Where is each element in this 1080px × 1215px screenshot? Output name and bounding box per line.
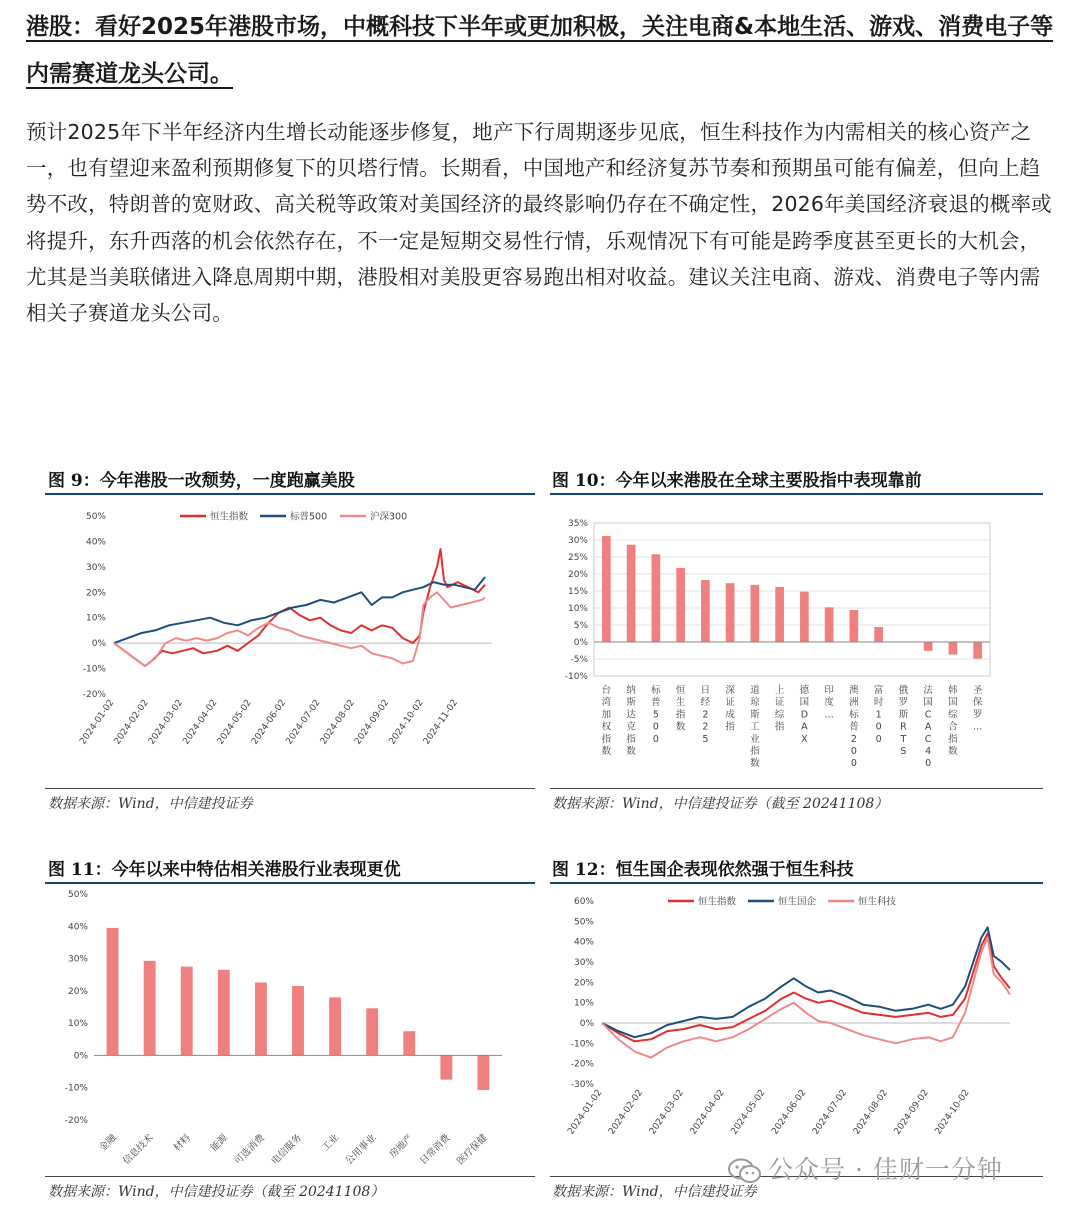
fig12-ytick-label: 50% <box>573 917 594 928</box>
fig11-category-label: 医疗保健 <box>454 1132 490 1168</box>
fig10-ytick-label: 20% <box>567 570 588 580</box>
fig10-category-label: 圣保罗… <box>972 685 983 733</box>
fig10-category-label: 韩国综合指数 <box>948 685 958 757</box>
fig10-category-label: 台湾加权指数 <box>601 685 612 757</box>
fig10-category-label: 德国 D A X <box>799 685 810 745</box>
fig11-category-label: 房地产 <box>387 1132 416 1161</box>
fig9-xtick-label: 2024-08-02 <box>318 697 358 747</box>
fig11-category-label: 金融 <box>97 1132 119 1154</box>
fig11-ytick-label: 40% <box>67 922 88 933</box>
fig12-xtick-label: 2024-05-02 <box>729 1087 768 1137</box>
fig10-category-label: 纳斯达克指数 <box>626 685 636 757</box>
fig9-chart <box>40 498 540 783</box>
fig11-bar <box>292 986 304 1055</box>
fig9-ytick-label: 20% <box>85 588 106 599</box>
fig9-legend-label: 恒生指数 <box>210 511 249 523</box>
fig11-ytick-label: 50% <box>67 890 88 900</box>
fig9-xtick-label: 2024-11-02 <box>421 697 461 747</box>
fig10-category-label: 标普 5 0 0 <box>651 685 661 745</box>
fig12-legend-label: 恒生科技 <box>858 896 897 908</box>
fig9-xtick-label: 2024-09-02 <box>353 697 392 747</box>
fig10-bar <box>751 585 760 642</box>
fig12-xtick-label: 2024-03-02 <box>647 1087 687 1137</box>
fig10-bar <box>726 583 735 642</box>
fig9-ytick-label: 40% <box>85 537 106 548</box>
fig11-category-label: 工业 <box>319 1132 342 1154</box>
fig12-ytick-label: -10% <box>570 1039 594 1050</box>
fig10-bar <box>701 580 710 642</box>
fig12-xtick-label: 2024-08-02 <box>851 1087 891 1137</box>
fig11-category-label: 材料 <box>171 1132 193 1154</box>
fig11-bar <box>255 982 267 1055</box>
fig10-ytick-label: -5% <box>570 655 588 665</box>
fig10-category-label: 富时 1 0 0 <box>873 685 884 745</box>
fig11-bar <box>144 961 156 1056</box>
fig11-bar <box>218 970 230 1056</box>
fig12-xtick-label: 2024-09-02 <box>892 1087 931 1137</box>
fig12-legend-label: 恒生国企 <box>778 896 817 908</box>
fig11-source: 数据来源：Wind，中信建投证券（截至 20241108） <box>48 1184 385 1200</box>
fig9-ytick-label: 0% <box>91 639 106 650</box>
fig10-bar <box>627 545 636 642</box>
fig10-ytick-label: 10% <box>567 604 588 614</box>
fig12-ytick-label: -20% <box>570 1059 594 1070</box>
fig9-ytick-label: 10% <box>85 613 106 624</box>
fig10-category-label: 澳洲标普 2 0 0 <box>849 685 859 770</box>
fig12-ytick-label: 10% <box>573 998 594 1009</box>
fig12-ytick-label: -30% <box>570 1080 594 1090</box>
fig11-rule <box>45 882 535 884</box>
fig10-ytick-label: 25% <box>567 553 588 563</box>
fig11-chart <box>40 886 540 1173</box>
fig12-xtick-label: 2024-04-02 <box>688 1087 727 1137</box>
fig9-title: 图 9：今年港股一改颓势，一度跑赢美股 <box>48 471 355 491</box>
headline: 港股：看好2025年港股市场，中概科技下半年或更加积极，关注电商&本地生活、游戏、消费电子等内需赛道龙头公司。 <box>26 14 1054 87</box>
body-paragraph: 预计2025年下半年经济内生增长动能逐步修复，地产下行周期逐步见底，恒生科技作为内需相关的核心资产之一，也有望迎来盈利预期修复下的贝塔行情。长期看，中国地产和经济复苏节奏和预期虽可能有偏差，但向上趋势不改，特朗普的宽财政、高关税等政策对美国经济的最终影响仍存在不确定性，2026年美国经济衰退的概率或将提升，东升西落的机会依然存在，不一定是短期交易性行情，乐观情况下有可能是跨季度甚至更长的大机会，尤其是当美联储进入降息周期中期，港股相对美股更容易跑出相对收益。建议关注电商、游戏、消费电子等内需相关子赛道龙头公司。 <box>26 120 1052 326</box>
fig11-bar <box>478 1055 490 1090</box>
fig11-ytick-label: -20% <box>64 1116 88 1126</box>
fig10-ytick-label: -10% <box>564 672 588 682</box>
fig11-category-label: 公用事业 <box>343 1132 379 1168</box>
fig9-xtick-label: 2024-06-02 <box>250 697 289 747</box>
fig11-bar <box>329 997 341 1055</box>
fig10-category-label: 上证综指 <box>774 685 785 733</box>
fig10-bar <box>825 607 834 642</box>
fig9-xtick-label: 2024-01-02 <box>78 697 117 747</box>
fig10-bar <box>800 592 809 642</box>
fig9-xtick-label: 2024-10-02 <box>387 697 426 747</box>
fig10-rule <box>550 493 1043 495</box>
fig11-category-label: 可选消费 <box>232 1132 268 1168</box>
fig12-xtick-label: 2024-06-02 <box>770 1087 809 1137</box>
fig9-xtick-label: 2024-05-02 <box>215 697 254 747</box>
fig10-category-label: 俄罗斯 R T S <box>898 685 909 757</box>
watermark <box>728 1150 1003 1186</box>
fig10-title: 图 10：今年以来港股在全球主要股指中表现靠前 <box>552 471 922 491</box>
fig10-ytick-label: 15% <box>567 587 588 597</box>
fig12-xtick-label: 2024-10-02 <box>933 1087 972 1137</box>
fig10-category-label: 印度… <box>824 685 834 721</box>
fig9-ytick-label: -20% <box>82 690 106 700</box>
fig12-rule <box>550 882 1043 884</box>
fig10-bar <box>652 554 661 642</box>
fig10-bar <box>775 587 784 642</box>
fig9-source: 数据来源：Wind，中信建投证券 <box>48 796 253 812</box>
fig12-legend-label: 恒生指数 <box>698 896 737 908</box>
fig12-title: 图 12：恒生国企表现依然强于恒生科技 <box>552 860 854 880</box>
fig9-xtick-label: 2024-02-02 <box>112 697 151 747</box>
fig12-ytick-label: 40% <box>573 937 594 948</box>
fig12-source: 数据来源：Wind，中信建投证券 <box>552 1184 757 1200</box>
fig11-ytick-label: 20% <box>67 986 88 997</box>
fig9-legend-label: 标普500 <box>290 511 328 523</box>
fig12-ytick-label: 0% <box>579 1019 594 1029</box>
fig9-source-rule <box>45 788 535 789</box>
fig9-xtick-label: 2024-04-02 <box>181 697 220 747</box>
fig11-source-rule <box>45 1176 535 1177</box>
fig10-bar <box>602 536 611 642</box>
fig11-category-label: 电信服务 <box>269 1132 305 1168</box>
fig12-xtick-label: 2024-02-02 <box>607 1087 646 1137</box>
fig10-category-label: 日经 2 2 5 <box>700 685 711 745</box>
fig10-category-label: 道琼斯工业指数 <box>750 685 760 770</box>
fig9-rule <box>45 493 535 495</box>
fig9-ytick-label: 50% <box>85 512 106 522</box>
fig10-ytick-label: 5% <box>573 621 588 631</box>
fig10-bar <box>850 610 859 642</box>
fig10-category-label: 恒生指数 <box>675 685 686 733</box>
fig12-chart <box>550 886 1050 1173</box>
wechat-icon <box>728 1158 762 1184</box>
fig11-ytick-label: -10% <box>64 1083 88 1094</box>
fig9-xtick-label: 2024-07-02 <box>284 697 323 747</box>
watermark-text: 公众号 · 佳财一分钟 <box>768 1155 1003 1184</box>
fig10-chart <box>550 498 1050 783</box>
fig11-bar <box>440 1055 452 1079</box>
fig11-category-label: 日常消费 <box>417 1132 453 1168</box>
fig10-source: 数据来源：Wind，中信建投证券（截至 20241108） <box>552 796 889 812</box>
fig10-bar <box>949 642 958 655</box>
fig12-ytick-label: 30% <box>573 958 594 968</box>
fig11-ytick-label: 30% <box>67 954 88 965</box>
fig10-bar <box>973 642 982 659</box>
fig11-category-label: 能源 <box>208 1132 230 1154</box>
fig9-series-line <box>114 592 485 666</box>
fig10-source-rule <box>550 788 1043 789</box>
fig11-bar <box>107 928 119 1056</box>
fig12-xtick-label: 2024-07-02 <box>811 1087 850 1137</box>
fig9-series-line <box>114 549 485 666</box>
fig10-category-label: 深证成指 <box>725 685 735 733</box>
fig11-category-label: 信息技术 <box>121 1132 156 1168</box>
fig11-bar <box>181 967 193 1056</box>
fig9-ytick-label: 30% <box>85 562 106 573</box>
fig12-ytick-label: 20% <box>573 978 594 989</box>
fig11-bar <box>403 1031 415 1055</box>
fig9-ytick-label: -10% <box>82 664 106 675</box>
fig11-title: 图 11：今年以来中特估相关港股行业表现更优 <box>48 860 401 880</box>
fig9-legend-label: 沪深300 <box>370 511 408 523</box>
fig10-bar <box>676 568 685 642</box>
fig9-xtick-label: 2024-03-02 <box>146 697 186 747</box>
fig12-ytick-label: 60% <box>573 897 594 907</box>
fig12-xtick-label: 2024-01-02 <box>566 1087 605 1137</box>
fig10-bar <box>874 627 883 642</box>
fig11-ytick-label: 0% <box>73 1051 88 1062</box>
fig11-ytick-label: 10% <box>67 1019 88 1030</box>
fig12-series-line <box>602 927 1010 1037</box>
fig10-ytick-label: 0% <box>573 638 588 648</box>
fig10-bar <box>924 642 933 651</box>
fig11-bar <box>366 1008 378 1055</box>
fig10-ytick-label: 35% <box>567 519 588 529</box>
fig10-category-label: 法国 C A C 4 0 <box>923 685 933 770</box>
fig10-ytick-label: 30% <box>567 536 588 546</box>
